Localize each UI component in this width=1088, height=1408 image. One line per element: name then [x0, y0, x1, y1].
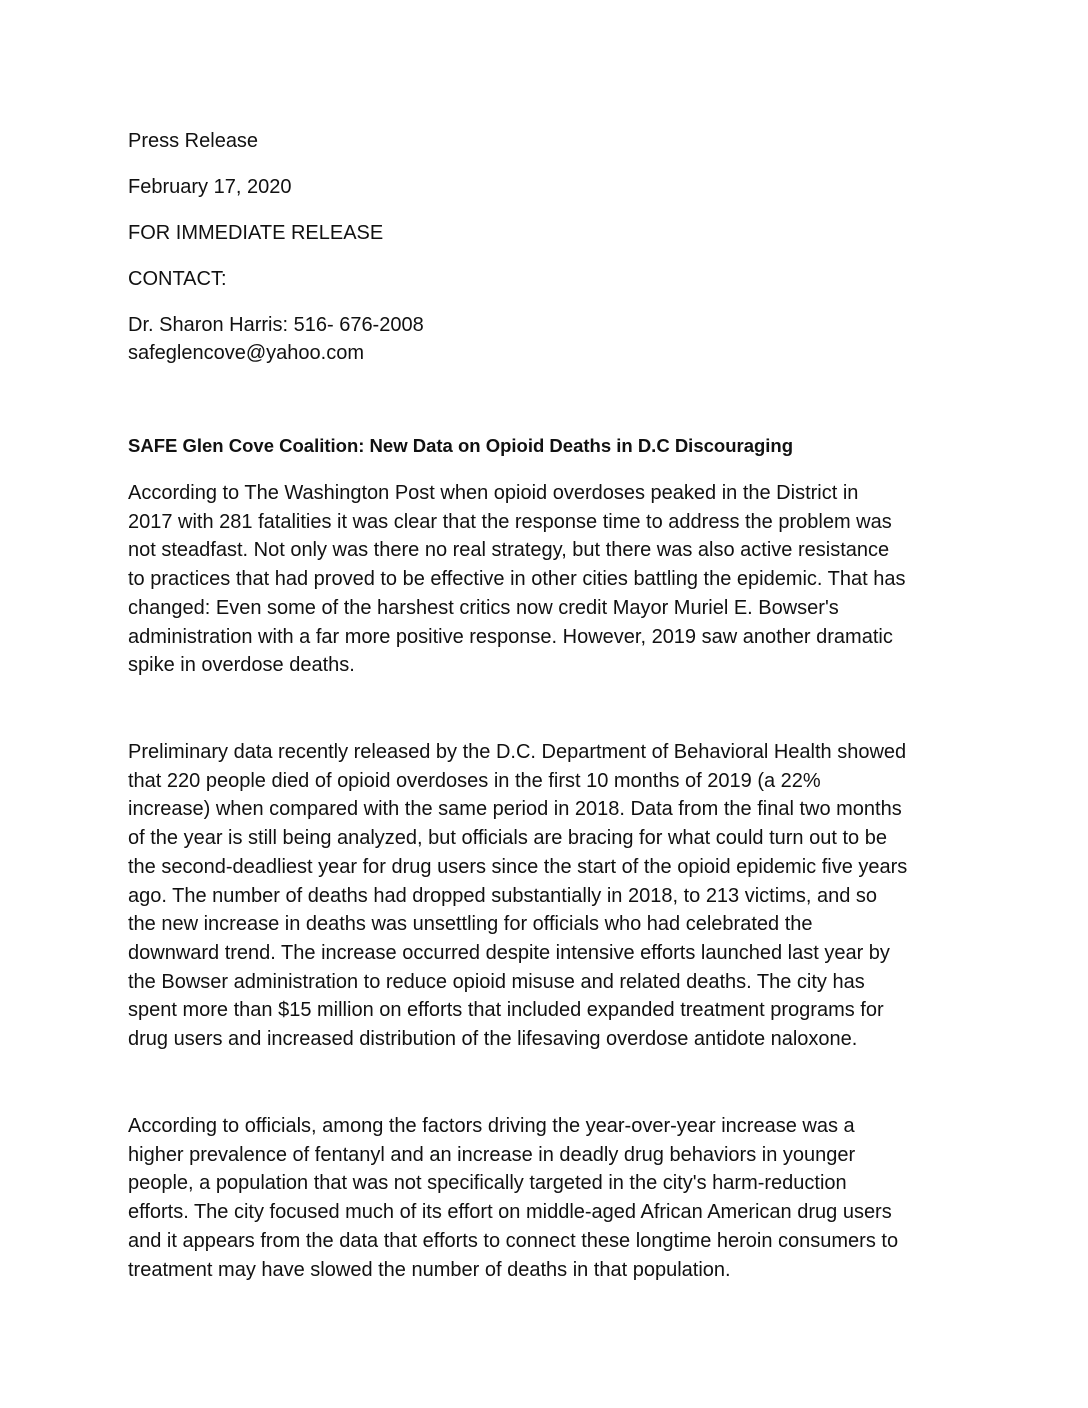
paragraph-line: ago. The number of deaths had dropped substantially in 2018, to 213 victims, and so [128, 884, 878, 907]
paragraph-2 [128, 738, 968, 1054]
press-release-label: Press Release [128, 130, 259, 152]
paragraph-line: 2017 with 281 fatalities it was clear that the response time to address the problem was [128, 510, 892, 533]
paragraph-line: downward trend. The increase occurred despite intensive efforts launched last year by [128, 941, 890, 964]
headline: SAFE Glen Cove Coalition: New Data on Opioid Deaths in D.C Discouraging [128, 435, 794, 456]
paragraph-line: the new increase in deaths was unsettling for officials who had celebrated the [128, 913, 813, 936]
paragraph-line: the Bowser administration to reduce opioid misuse and related deaths. The city has [128, 970, 865, 993]
paragraph-line: spent more than $15 million on efforts that included expanded treatment programs for [128, 999, 884, 1022]
paragraph-line: increase) when compared with the same period in 2018. Data from the final two months [128, 798, 902, 821]
paragraph-line: treatment may have slowed the number of deaths in that population. [128, 1258, 731, 1281]
release-date: February 17, 2020 [128, 176, 292, 198]
paragraph-3 [128, 1112, 968, 1284]
paragraph-line: Preliminary data recently released by the D.C. Department of Behavioral Health showed [128, 741, 907, 763]
paragraph-line: administration with a far more positive response. However, 2019 saw another dramatic [128, 625, 893, 648]
paragraph-line: and it appears from the data that efforts to connect these longtime heroin consumers to [128, 1229, 899, 1252]
paragraph-line: According to officials, among the factors driving the year-over-year increase was a [128, 1115, 855, 1137]
paragraph-line: changed: Even some of the harshest critics now credit Mayor Muriel E. Bowser's [128, 596, 839, 619]
paragraph-line: not steadfast. Not only was there no real strategy, but there was also active resistance [128, 539, 890, 562]
paragraph-line: According to The Washington Post when opioid overdoses peaked in the District in [128, 482, 859, 504]
paragraph-line: spike in overdose deaths. [128, 654, 355, 677]
contact-name-phone: Dr. Sharon Harris: 516- 676-2008 [128, 314, 424, 336]
paragraph-line: drug users and increased distribution of the lifesaving overdose antidote naloxone. [128, 1028, 858, 1051]
contact-label: CONTACT: [128, 268, 227, 290]
contact-email: safeglencove@yahoo.com [128, 342, 364, 364]
paragraph-1 [128, 479, 968, 680]
release-status: FOR IMMEDIATE RELEASE [128, 222, 384, 244]
paragraph-line: the second-deadliest year for drug users since the start of the opioid epidemic five years [128, 855, 908, 878]
paragraph-line: efforts. The city focused much of its effort on middle-aged African American drug users [128, 1201, 892, 1224]
paragraph-line: people, a population that was not specifically targeted in the city's harm-reduction [128, 1172, 847, 1195]
paragraph-line: higher prevalence of fentanyl and an increase in deadly drug behaviors in younger [128, 1143, 856, 1166]
paragraph-line: of the year is still being analyzed, but officials are bracing for what could turn out to be [128, 827, 887, 850]
paragraph-line: that 220 people died of opioid overdoses in the first 10 months of 2019 (a 22% [128, 769, 821, 792]
paragraph-line: to practices that had proved to be effective in other cities battling the epidemic. That has [128, 568, 906, 591]
